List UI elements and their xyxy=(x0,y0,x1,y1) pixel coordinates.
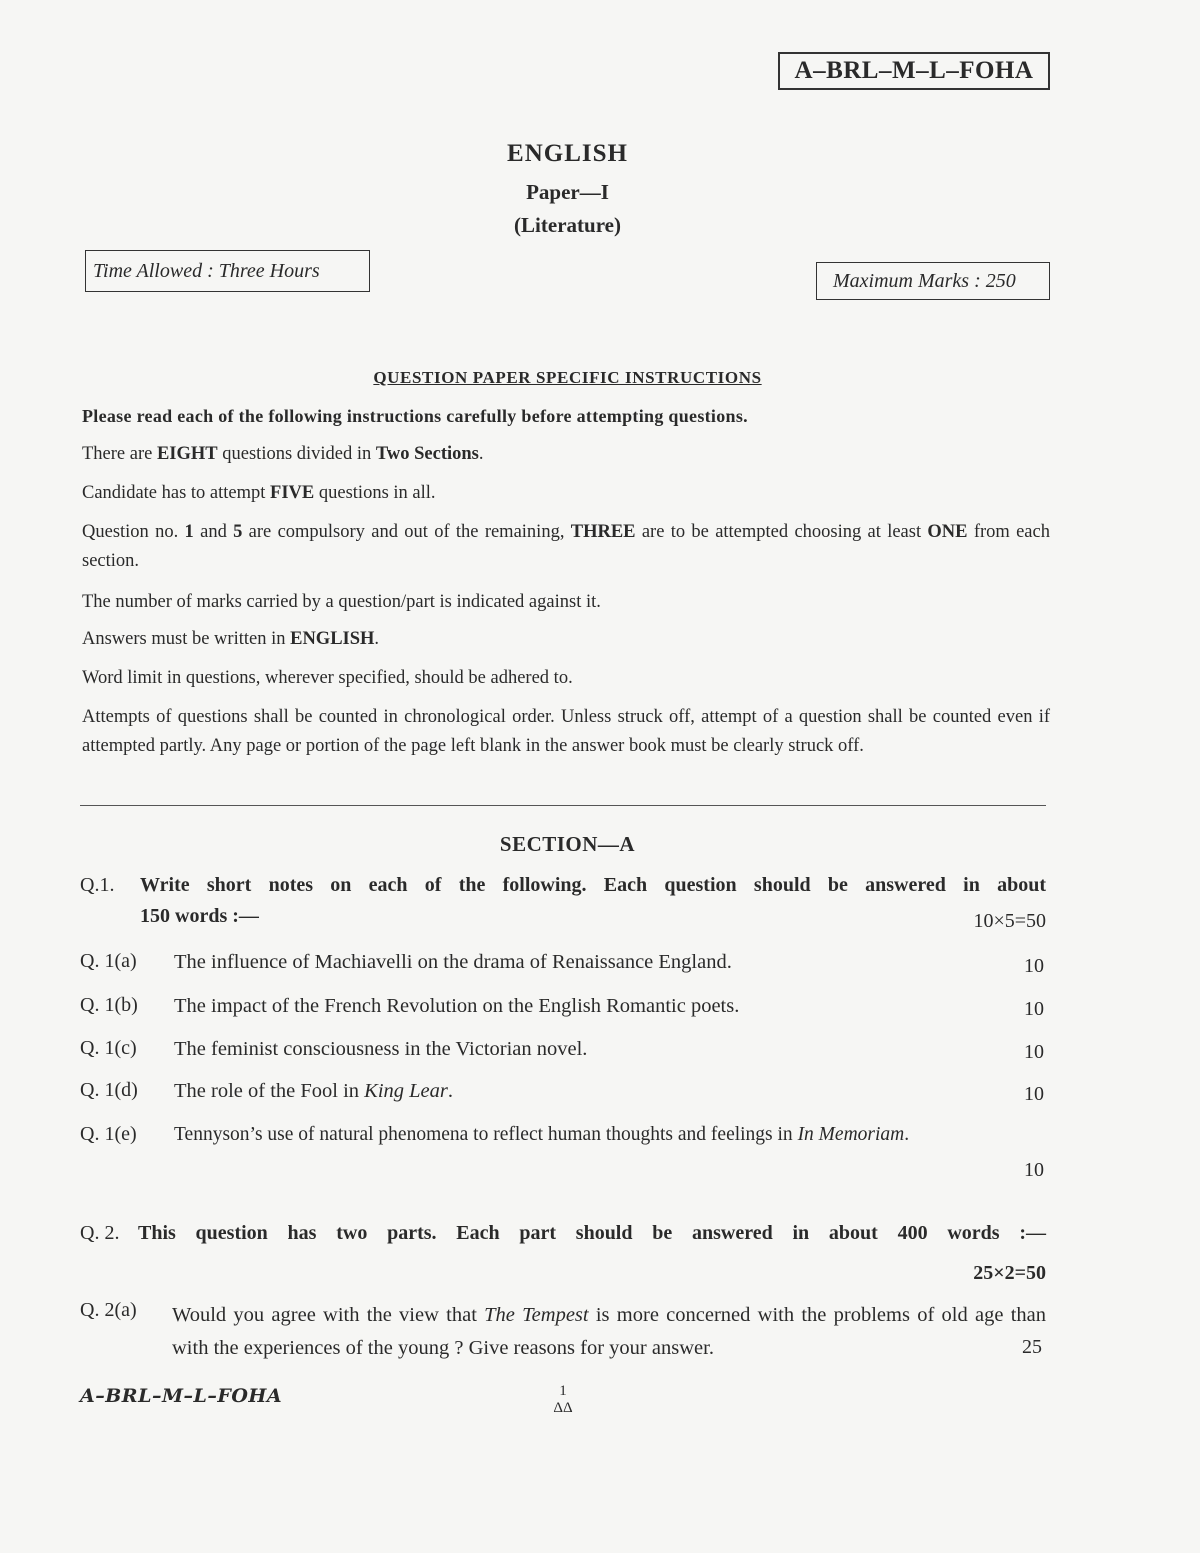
subject-title: ENGLISH xyxy=(507,140,628,167)
paper-subtitle: (Literature) xyxy=(514,213,621,237)
q1b-text: The impact of the French Revolution on the English Romantic poets. xyxy=(174,995,740,1017)
instructions-intro: Please read each of the following instructions carefully before attempting questions. xyxy=(82,406,748,426)
instruction-line-5: Answers must be written in ENGLISH. xyxy=(82,629,380,649)
q1e-label: Q. 1(e) xyxy=(80,1123,137,1145)
maximum-marks: Maximum Marks : 250 xyxy=(833,269,1016,292)
instruction-line-1: There are EIGHT questions divided in Two Sections. xyxy=(82,444,484,464)
q1c-label: Q. 1(c) xyxy=(80,1037,137,1059)
q1a-marks: 10 xyxy=(1024,955,1044,977)
q2-heading: This question has two parts. Each part should be answered in about 400 words :— xyxy=(138,1222,1046,1244)
divider xyxy=(80,805,1046,806)
instruction-line-6: Word limit in questions, wherever specified, should be adhered to. xyxy=(82,668,573,688)
q2-number: Q. 2. xyxy=(80,1222,120,1244)
q1d-text: The role of the Fool in King Lear. xyxy=(174,1080,454,1102)
page-number-block xyxy=(548,1383,578,1417)
paper-code: A–BRL–M–L–FOHA xyxy=(794,57,1034,84)
time-allowed: Time Allowed : Three Hours xyxy=(93,259,320,282)
q1a-text: The influence of Machiavelli on the drama of Renaissance England. xyxy=(174,951,732,973)
q1-heading: Write short notes on each of the following. Each question should be answered in about xyxy=(140,874,1046,896)
instruction-line-3: Question no. 1 and 5 are compulsory and out of the remaining, THREE are to be attempted choosing at least ONE from each section. xyxy=(82,522,1050,571)
q1c-text: The feminist consciousness in the Victorian novel. xyxy=(174,1038,588,1060)
footer-paper-code: A–BRL–M–L–FOHA xyxy=(80,1385,283,1407)
maximum-marks-box xyxy=(816,262,1050,300)
q1d-label: Q. 1(d) xyxy=(80,1079,138,1101)
q2-total-marks: 25×2=50 xyxy=(973,1262,1046,1284)
page-number: 1 xyxy=(559,1383,567,1399)
q2a-label: Q. 2(a) xyxy=(80,1299,137,1321)
time-allowed-box xyxy=(85,250,370,292)
q1-number: Q.1. xyxy=(80,874,115,896)
q1-heading-cont: 150 words :— xyxy=(140,905,259,927)
q2a-marks: 25 xyxy=(1022,1336,1042,1358)
q2a-text: Would you agree with the view that The Tempest is more concerned with the problems of old age than with the experiences of the young ? Give reasons for your answer. xyxy=(172,1304,1046,1359)
q1d-marks: 10 xyxy=(1024,1083,1044,1105)
instructions-heading: QUESTION PAPER SPECIFIC INSTRUCTIONS xyxy=(373,368,762,387)
q1-total-marks: 10×5=50 xyxy=(973,910,1046,932)
q1b-marks: 10 xyxy=(1024,998,1044,1020)
q1e-marks: 10 xyxy=(1024,1159,1044,1181)
instruction-line-7: Attempts of questions shall be counted in chronological order. Unless struck off, attempt of a question shall be counted even if attempted partly. Any page or portion of the page left blank in the answer book must be clearly struck off. xyxy=(82,707,1050,756)
section-a-title: SECTION—A xyxy=(499,832,636,856)
q1c-marks: 10 xyxy=(1024,1041,1044,1063)
paper-title: Paper—I xyxy=(526,180,609,204)
q1a-label: Q. 1(a) xyxy=(80,950,137,972)
q1e-text: Tennyson’s use of natural phenomena to reflect human thoughts and feelings in In Memoriam. xyxy=(174,1124,910,1145)
page-mark: ΔΔ xyxy=(553,1400,573,1416)
instruction-line-4: The number of marks carried by a question/part is indicated against it. xyxy=(82,592,601,612)
q1b-label: Q. 1(b) xyxy=(80,994,138,1016)
instruction-line-2: Candidate has to attempt FIVE questions in all. xyxy=(82,483,436,503)
paper-code-box xyxy=(778,52,1050,90)
